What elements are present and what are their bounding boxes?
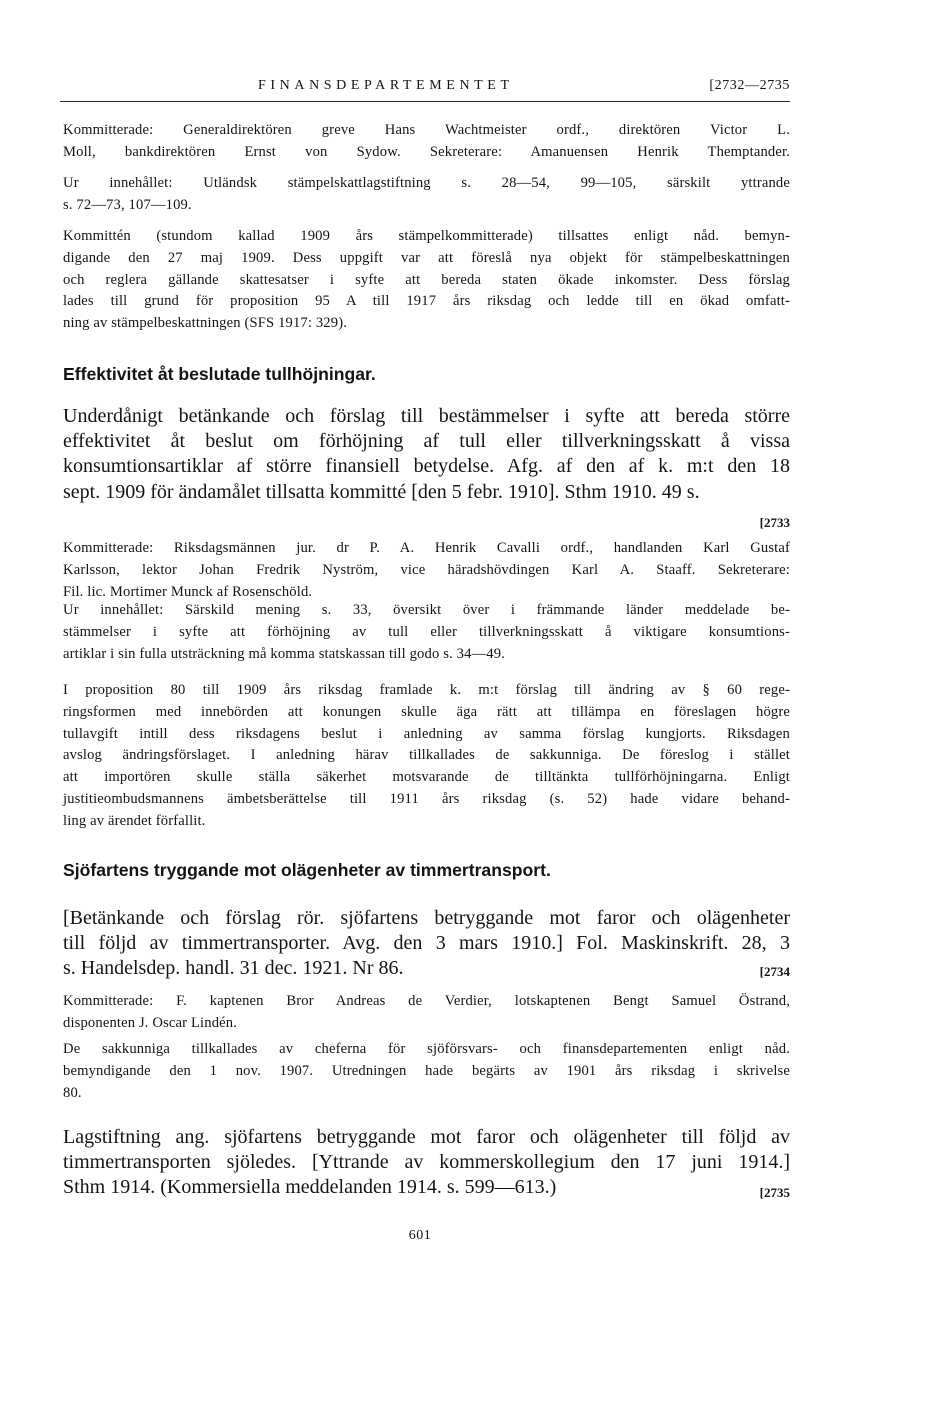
text-line: lades till grund för proposition 95 A till 1917 års riksdag och ledde till en ökad omfatt- (63, 293, 790, 310)
text-line: Kommittén (stundom kallad 1909 års stämpelkommitterade) tillsattes enligt nåd. bemyn- (63, 228, 790, 244)
text-line: Fil. lic. Mortimer Munck af Rosenschöld. (63, 583, 313, 600)
text-line: Kommitterade: Generaldirektören greve Hans Wachtmeister ordf., direktören Victor L. (63, 122, 790, 138)
entry-2734-note (63, 1039, 790, 1104)
entry-marker-2734: [2734 (759, 964, 790, 979)
entry-2733-note (63, 680, 790, 833)
entry-2734-title (63, 906, 790, 982)
text-line: Kommitterade: F. kaptenen Bror Andreas de Verdier, lotskaptenen Bengt Samuel Östrand, (63, 993, 790, 1009)
text-line: tullavgift intill dess riksdagens beslut i anledning av samma förslag kungjorts. Riksdagen (63, 725, 790, 742)
text-line: justitieombudsmannens ämbetsberättelse till 1911 års riksdag (s. 52) hade vidare behand- (63, 790, 790, 807)
text-line: Kommitterade: Riksdagsmännen jur. dr P. A. Henrik Cavalli ordf., handlanden Karl Gustaf (63, 540, 790, 556)
text-line: 80. (63, 1084, 82, 1101)
section-heading-sjofart: Sjöfartens tryggande mot olägenheter av timmertransport. (63, 860, 551, 880)
text-line: Lagstiftning ang. sjöfartens betryggande mot faror och olägenheter till följd av (63, 1126, 790, 1148)
header-rule (60, 101, 790, 102)
text-line: Karlsson, lektor Johan Fredrik Nyström, vice häradshövdingen Karl A. Staaff. Sekreterare: (63, 561, 790, 578)
text-line: digande den 27 maj 1909. Dess uppgift var att föreslå nya objekt för stämpelbeskattningen (63, 249, 790, 266)
entry-2734-committee (63, 991, 790, 1035)
text-line: ringsformen med innebörden att konungen skulle äga rätt att tillämpa en föreslagen högre (63, 703, 790, 720)
entry-2732-committee (63, 120, 790, 164)
text-line: timmertransporten sjöledes. [Yttrande av kommerskollegium den 17 juni 1914.] (63, 1151, 790, 1174)
text-line: ling av ärendet förfallit. (63, 812, 206, 829)
text-line: disponenten J. Oscar Lindén. (63, 1014, 238, 1031)
entry-marker-2733: [2733 (759, 515, 790, 530)
entry-2733-contents (63, 600, 790, 665)
section-heading-tull: Effektivitet åt beslutade tullhöjningar. (63, 364, 376, 384)
text-line: effektivitet åt beslut om förhöjning af tull eller tillverkningsskatt å vissa (63, 430, 790, 453)
text-line: s. 72—73, 107—109. (63, 196, 192, 213)
entry-2733-title (63, 404, 790, 505)
text-line: konsumtionsartiklar af större finansiell betydelse. Afg. af den af k. m:t den 18 (63, 455, 790, 478)
text-line: till följd av timmertransporter. Avg. den 3 mars 1910.] Fol. Maskinskrift. 28, 3 (63, 932, 790, 955)
text-line: De sakkunniga tillkallades av cheferna för sjöförsvars- och finansdepartementen enligt nåd. (63, 1041, 790, 1057)
text-line: Ur innehållet: Utländsk stämpelskattlagstiftning s. 28—54, 99—105, särskilt yttrande (63, 175, 790, 191)
text-line: ning av stämpelbeskattningen (SFS 1917: 329). (63, 315, 348, 332)
entry-marker-2735: [2735 (759, 1185, 790, 1200)
page-number: 601 (408, 1228, 432, 1243)
text-line: Sthm 1914. (Kommersiella meddelanden 1914. s. 599—613.) (63, 1176, 557, 1199)
text-line: [Betänkande och förslag rör. sjöfartens betryggande mot faror och olägenheter (63, 907, 790, 929)
text-line: artiklar i sin fulla utsträckning må komma statskassan till godo s. 34—49. (63, 645, 505, 662)
text-line: stämmelser i syfte att förhöjning av tull eller tillverkningsskatt å viktigare konsumtions- (63, 623, 790, 640)
running-header-title: FINANSDEPARTEMENTET (258, 78, 514, 93)
text-line: och reglera gällande skattesatser i syfte att bereda staten ökade inkomster. Dess förslag (63, 271, 790, 288)
text-line: I proposition 80 till 1909 års riksdag framlade k. m:t förslag till ändring av § 60 rege- (63, 682, 790, 698)
entry-2735-title (63, 1125, 790, 1201)
text-line: avslog ändringsförslaget. I anledning härav tillkallades de sakkunniga. De föreslog i stället (63, 747, 790, 764)
text-line: Ur innehållet: Särskild mening s. 33, översikt över i främmande länder meddelade be- (63, 602, 790, 618)
running-header-range: [2732—2735 (709, 78, 790, 93)
text-line: sept. 1909 för ändamålet tillsatta kommitté [den 5 febr. 1910]. Sthm 1910. 49 s. (63, 480, 700, 503)
text-line: bemyndigande den 1 nov. 1907. Utredningen hade begärts av 1901 års riksdag i skrivelse (63, 1062, 790, 1079)
text-line: Moll, bankdirektören Ernst von Sydow. Sekreterare: Amanuensen Henrik Themptander. (63, 143, 790, 160)
entry-2732-contents (63, 173, 790, 217)
entry-2733-committee (63, 538, 790, 603)
entry-2732-note (63, 226, 790, 335)
text-line: Underdånigt betänkande och förslag till bestämmelser i syfte att bereda större (63, 405, 790, 427)
text-line: att importören skulle ställa säkerhet motsvarande de tilltänkta tullförhöjningarna. Enligt (63, 769, 790, 786)
text-line: s. Handelsdep. handl. 31 dec. 1921. Nr 86. (63, 957, 404, 980)
